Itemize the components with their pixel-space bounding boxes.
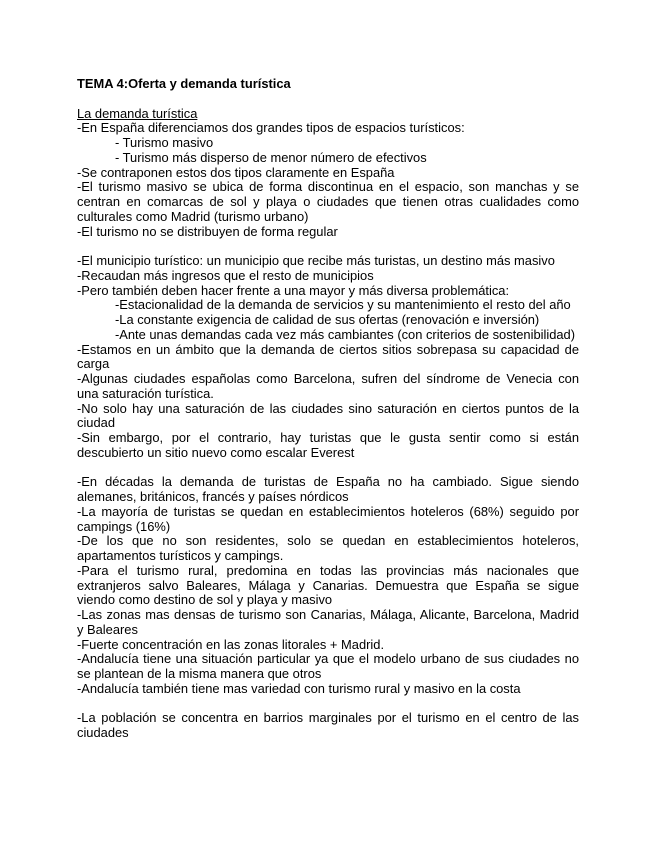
paragraph: -El turismo masivo se ubica de forma discontinua en el espacio, son manchas y se centran en comarcas de sol y playa o ciudades que tienen otras cualidades como culturales como Madrid (turismo urbano) <box>77 179 579 224</box>
paragraph: -Pero también deben hacer frente a una mayor y más diversa problemática: <box>77 282 510 298</box>
paragraph: -Algunas ciudades españolas como Barcelona, sufren del síndrome de Venecia con una saturación turística. <box>77 371 579 401</box>
paragraph: -En décadas la demanda de turistas de España no ha cambiado. Sigue siendo alemanes, británicos, francés y países nórdicos <box>77 474 579 504</box>
document-title: TEMA 4:Oferta y demanda turística <box>77 76 291 91</box>
spacer <box>77 92 579 107</box>
paragraph: -La población se concentra en barrios marginales por el turismo en el centro de las ciudades <box>77 710 579 740</box>
spacer <box>77 239 579 254</box>
sub-item: -Ante unas demandas cada vez más cambiantes (con criterios de sostenibilidad) <box>115 326 576 342</box>
paragraph: -Fuerte concentración en las zonas litorales + Madrid. <box>77 636 385 652</box>
paragraph: -En España diferenciamos dos grandes tipos de espacios turísticos: <box>77 120 465 136</box>
sub-item: - Turismo masivo <box>115 135 214 150</box>
paragraph: -Andalucía también tiene mas variedad con turismo rural y masivo en la costa <box>77 680 521 696</box>
sub-item: -Estacionalidad de la demanda de servicios y su mantenimiento el resto del año <box>115 297 571 313</box>
paragraph: -El turismo no se distribuyen de forma regular <box>77 223 338 239</box>
section-heading <box>77 107 579 122</box>
paragraph: -Para el turismo rural, predomina en todas las provincias más nacionales que extranjeros salvo Baleares, Málaga y Canarias. Demuestra que España se sigue viendo como destino de sol y playa y masivo <box>77 562 579 608</box>
paragraph: -Sin embargo, por el contrario, hay turistas que le gusta sentir como si están descubierto un sitio nuevo como escalar Everest <box>77 430 579 460</box>
section-heading-text: La demanda turística <box>77 105 198 121</box>
paragraph: -Se contraponen estos dos tipos claramente en España <box>77 164 395 180</box>
paragraph: -El municipio turístico: un municipio que recibe más turistas, un destino más masivo <box>77 253 555 268</box>
spacer <box>77 697 579 712</box>
paragraph: -La mayoría de turistas se quedan en establecimientos hoteleros (68%) seguido por campings (16%) <box>77 503 579 534</box>
paragraph: -Andalucía tiene una situación particular ya que el modelo urbano de sus ciudades no se plantean de la misma manera que otros <box>77 651 579 681</box>
paragraph: -De los que no son residentes, solo se quedan en establecimientos hoteleros, apartamentos turísticos y campings. <box>77 533 579 563</box>
paragraph: -Recaudan más ingresos que el resto de municipios <box>77 267 374 283</box>
spacer <box>77 461 579 476</box>
sub-item: -La constante exigencia de calidad de sus ofertas (renovación e inversión) <box>115 312 540 327</box>
paragraph: -Las zonas mas densas de turismo son Canarias, Málaga, Alicante, Barcelona, Madrid y Baleares <box>77 607 579 637</box>
paragraph: -No solo hay una saturación de las ciudades sino saturación en ciertos puntos de la ciudad <box>77 400 579 431</box>
document-page <box>77 77 579 741</box>
sub-item: - Turismo más disperso de menor número de efectivos <box>115 149 427 165</box>
paragraph: -Estamos en un ámbito que la demanda de ciertos sitios sobrepasa su capacidad de carga <box>77 341 579 372</box>
